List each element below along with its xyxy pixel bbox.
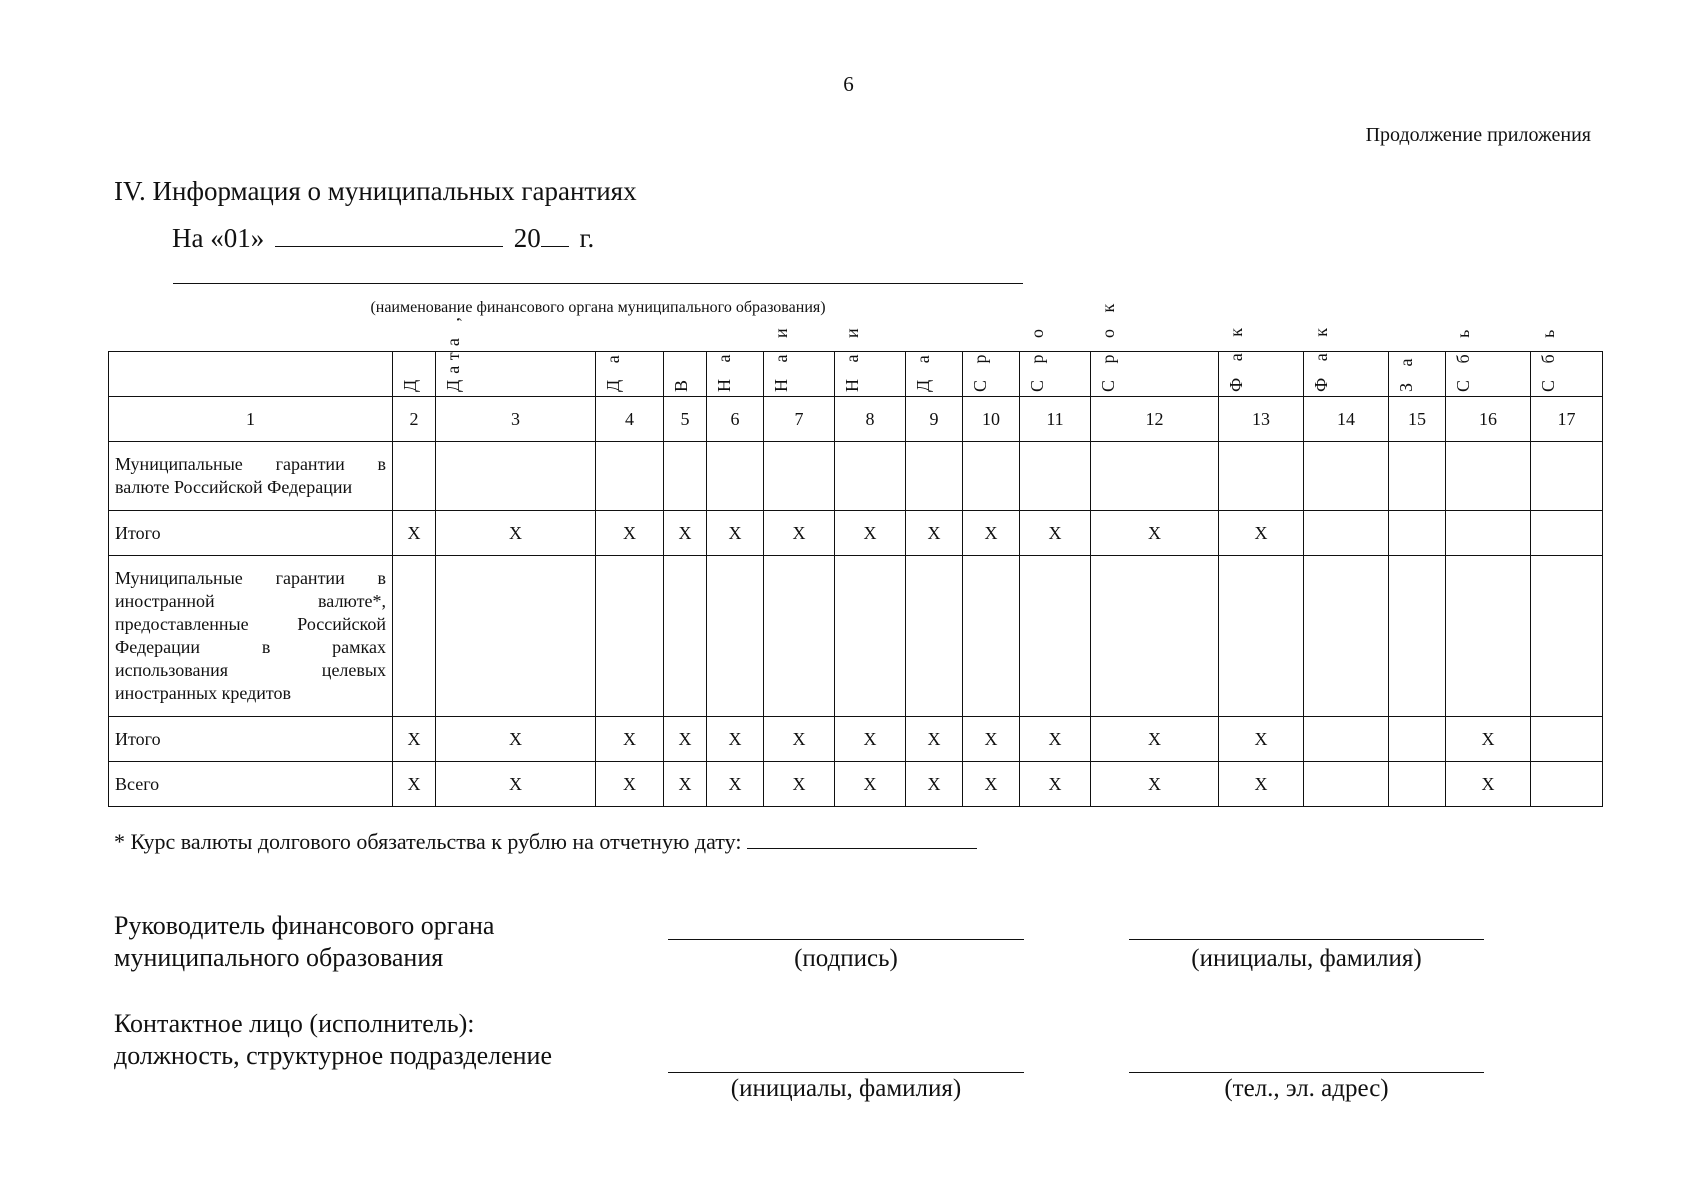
table-cell: X [1020,511,1091,556]
table-cell [1531,762,1603,807]
head-name-caption: (инициалы, фамилия) [1191,945,1422,972]
report-date-line [172,222,594,254]
table-cell: X [436,511,596,556]
table-cell [393,442,436,511]
table-cell [1020,442,1091,511]
row-label: Всего [109,762,393,807]
header-cell-9: Д а [906,352,963,397]
table-cell [1531,717,1603,762]
table-row [109,762,1603,807]
table-cell: X [596,762,664,807]
row-label: Итого [109,511,393,556]
table-cell [835,442,906,511]
table-cell [664,556,707,717]
table-cell: X [393,511,436,556]
date-prefix: На «01» [172,223,265,253]
table-cell: X [1020,762,1091,807]
table-cell: X [906,511,963,556]
month-blank [275,222,503,247]
table-row [109,556,1603,717]
table-cell [1219,556,1304,717]
table-cell [1304,511,1389,556]
continuation-label: Продолжение приложения [1365,124,1591,146]
row-label: Итого [109,717,393,762]
header-cell-5: В [664,352,707,397]
table-cell: X [764,762,835,807]
table-cell: X [707,717,764,762]
head-label-line-2: муниципального образования [114,943,444,972]
table-cell [1446,511,1531,556]
table-cell [835,556,906,717]
table-row [109,511,1603,556]
column-number: 3 [436,397,596,442]
table-cell: X [764,511,835,556]
table-cell: X [1219,717,1304,762]
table-cell [1446,442,1531,511]
org-name-caption: (наименование финансового органа муниципального образования) [370,299,826,316]
column-number: 17 [1531,397,1603,442]
year-blank [541,222,569,247]
header-cell-10: С р [963,352,1020,397]
table-cell [664,442,707,511]
table-cell: X [835,762,906,807]
contact-phone-caption: (тел., эл. адрес) [1224,1075,1389,1102]
header-cell-3: Дата , [436,352,596,397]
column-number: 11 [1020,397,1091,442]
table-cell: X [596,511,664,556]
contact-name-caption: (инициалы, фамилия) [730,1075,962,1102]
table-cell: X [707,762,764,807]
table-cell [1531,442,1603,511]
date-year: 20 [513,223,541,253]
table-cell [963,556,1020,717]
page-number: 6 [843,72,854,96]
column-number: 4 [596,397,664,442]
table-cell [1389,556,1446,717]
table-cell [393,556,436,717]
table-row [109,717,1603,762]
section-title: IV. Информация о муниципальных гарантиях [114,176,637,206]
table-cell [1304,556,1389,717]
header-cell-17: С б ь [1531,352,1603,397]
header-cell-13: Ф а к [1219,352,1304,397]
table-cell [436,556,596,717]
header-cell-11: С р о [1020,352,1091,397]
column-number: 12 [1091,397,1219,442]
table-cell [1531,556,1603,717]
table-cell: X [393,762,436,807]
contact-person-label [114,1008,552,1072]
table-cell: X [1219,511,1304,556]
table-cell: X [1091,762,1219,807]
table-cell [1091,556,1219,717]
table-cell [906,556,963,717]
table-cell: X [1091,511,1219,556]
table-cell: X [664,717,707,762]
column-number: 2 [393,397,436,442]
table-cell [1304,762,1389,807]
table-cell: X [436,762,596,807]
table-cell [1389,511,1446,556]
head-signature-line [668,939,1024,940]
table-cell: X [906,762,963,807]
column-number: 10 [963,397,1020,442]
header-cell-12: С р о к [1091,352,1219,397]
table-cell: X [1091,717,1219,762]
table-cell [1020,556,1091,717]
table-cell: X [835,511,906,556]
header-cell-7: Н а и [764,352,835,397]
header-cell-15: З а [1389,352,1446,397]
row-label: Муниципальные гарантии в иностранной валюте*, предоставленные Российской Федерации в рамках использования целевых иностранных кредитов [109,556,393,717]
table-cell: X [1020,717,1091,762]
table-cell [596,556,664,717]
column-number-row [109,397,1603,442]
column-number: 7 [764,397,835,442]
table-cell: X [963,717,1020,762]
contact-phone-line [1129,1072,1484,1073]
head-signature-label [114,910,494,974]
table-cell [1091,442,1219,511]
header-cell-14: Ф а к [1304,352,1389,397]
column-number: 14 [1304,397,1389,442]
table-cell [1304,442,1389,511]
table-cell: X [906,717,963,762]
table-cell: X [393,717,436,762]
table-cell [906,442,963,511]
column-number: 6 [707,397,764,442]
table-cell [1446,556,1531,717]
head-signature-caption: (подпись) [794,945,898,972]
table-cell [596,442,664,511]
table-cell [1304,717,1389,762]
column-number: 9 [906,397,963,442]
table-cell [764,442,835,511]
table-cell [1389,717,1446,762]
table-cell [707,442,764,511]
table-cell: X [664,511,707,556]
header-cell-16: С б ь [1446,352,1531,397]
header-cell-8: Н а и [835,352,906,397]
column-number: 5 [664,397,707,442]
head-label-line-1: Руководитель финансового органа [114,911,495,940]
table-cell [1219,442,1304,511]
table-cell: X [1446,762,1531,807]
table-cell [1389,442,1446,511]
table-cell: X [764,717,835,762]
exchange-rate-footnote [114,828,977,855]
table-header-row [109,352,1603,397]
table-cell: X [1219,762,1304,807]
table-cell: X [596,717,664,762]
table-cell [1389,762,1446,807]
contact-name-line [668,1072,1024,1073]
footnote-text: * Курс валюты долгового обязательства к рублю на отчетную дату: [114,829,742,854]
column-number: 1 [109,397,393,442]
row-label: Муниципальные гарантии в валюте Российской Федерации [109,442,393,511]
header-cell-4: Д а [596,352,664,397]
exchange-rate-blank [747,828,977,849]
table-cell [436,442,596,511]
table-cell: X [1446,717,1531,762]
table-cell: X [835,717,906,762]
org-name-line [173,283,1023,284]
table-cell [1531,511,1603,556]
table-cell [963,442,1020,511]
header-cell-1 [109,352,393,397]
table-cell: X [664,762,707,807]
header-cell-6: Н а [707,352,764,397]
table-cell [764,556,835,717]
table-cell: X [963,762,1020,807]
column-number: 13 [1219,397,1304,442]
table-cell: X [707,511,764,556]
table-cell [707,556,764,717]
table-cell: X [963,511,1020,556]
header-cell-2: Д [393,352,436,397]
head-name-line [1129,939,1484,940]
contact-label-line-2: должность, структурное подразделение [114,1041,552,1070]
date-suffix: г. [579,223,595,253]
column-number: 15 [1389,397,1446,442]
column-number: 16 [1446,397,1531,442]
column-number: 8 [835,397,906,442]
table-row [109,442,1603,511]
contact-label-line-1: Контактное лицо (исполнитель): [114,1009,475,1038]
table-cell: X [436,717,596,762]
